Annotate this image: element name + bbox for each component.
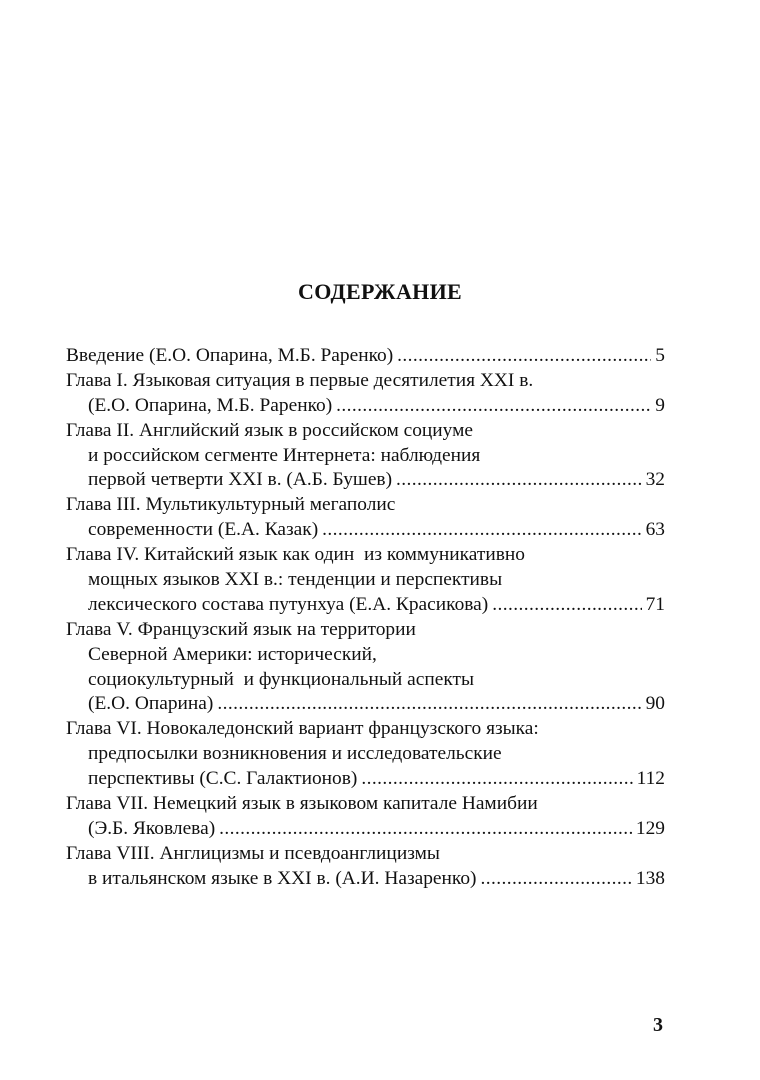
toc-page-number: 63 (645, 519, 665, 541)
page-title: СОДЕРЖАНИЕ (298, 279, 462, 304)
toc-entry-line (66, 643, 665, 668)
dot-leader (492, 593, 641, 618)
toc-entry-line (66, 767, 665, 792)
toc-entry-text: современности (Е.А. Казак) (88, 519, 319, 541)
toc-entry (66, 842, 665, 892)
toc-entry-text: Глава I. Языковая ситуация в первые десятилетия XXI в. (66, 369, 534, 391)
toc-entry-text: в итальянском языке в XXI в. (А.И. Назаренко) (88, 867, 477, 889)
toc-page-number: 32 (645, 469, 665, 491)
toc-entry-line (66, 717, 665, 742)
toc-entry (66, 344, 665, 369)
toc-page-number: 138 (635, 867, 665, 889)
toc-entry-text: Введение (Е.О. Опарина, М.Б. Раренко) (66, 345, 394, 366)
toc-entry-line (66, 518, 665, 543)
toc-page-number: 9 (655, 394, 665, 416)
toc-entry (66, 792, 665, 842)
toc-entry-line (66, 668, 665, 693)
toc-entry-line (66, 792, 665, 817)
toc-entry (66, 543, 665, 618)
toc-entry-text: Глава VI. Новокаледонский вариант французского языка: (66, 718, 539, 740)
toc-entry-line (66, 493, 665, 518)
dot-leader (397, 344, 651, 369)
dot-leader (217, 692, 641, 717)
toc-entry-text: первой четверти XXI в. (А.Б. Бушев) (88, 469, 393, 491)
toc-entry (66, 618, 665, 718)
toc-entry-line (66, 568, 665, 593)
dot-leader (361, 767, 632, 792)
dot-leader (396, 468, 642, 493)
toc-entry-line (66, 593, 665, 618)
toc-entry-line (66, 419, 665, 444)
toc-page-number: 5 (655, 345, 665, 366)
toc-entry-line (66, 394, 665, 419)
toc-entry-text: Глава V. Французский язык на территории (66, 618, 416, 640)
toc-entry-line (66, 369, 665, 394)
dot-leader (219, 817, 632, 842)
toc-entry-line (66, 742, 665, 767)
toc-entry-line (66, 692, 665, 717)
dot-leader (336, 394, 651, 419)
toc-entry-text: (Э.Б. Яковлева) (88, 817, 216, 839)
toc-entry-line (66, 618, 665, 643)
toc-page-number: 129 (635, 817, 665, 839)
toc-page-number: 90 (645, 693, 665, 715)
toc-entry-line (66, 817, 665, 842)
toc-entry-text: лексического состава путунхуа (Е.А. Красикова) (88, 593, 489, 615)
toc-entry-text: мощных языков XXI в.: тенденции и перспективы (88, 569, 503, 591)
toc-entry-text: Глава III. Мультикультурный мегаполис (66, 494, 396, 516)
toc-entry-line (66, 842, 665, 867)
toc-entry-text: Глава IV. Китайский язык как один из коммуникативно (66, 544, 525, 566)
toc-entry (66, 717, 665, 792)
toc-entry-line (66, 543, 665, 568)
toc-entry-text: (Е.О. Опарина) (88, 693, 214, 715)
dot-leader (322, 518, 641, 543)
toc-entry-text: Глава II. Английский язык в российском социуме (66, 419, 473, 441)
toc-entry-text: Глава VII. Немецкий язык в языковом капитале Намибии (66, 793, 538, 815)
toc-entry-text: Глава VIII. Англицизмы и псевдоанглицизмы (66, 842, 440, 864)
toc-entry-line (66, 867, 665, 892)
table-of-contents (66, 344, 665, 892)
toc-entry-text: перспективы (С.С. Галактионов) (88, 768, 358, 790)
toc-entry-line (66, 444, 665, 469)
toc-entry (66, 419, 665, 494)
dot-leader (480, 867, 631, 892)
toc-entry-line (66, 344, 665, 369)
toc-entry-text: и российском сегменте Интернета: наблюдения (88, 444, 481, 466)
toc-entry-text: (Е.О. Опарина, М.Б. Раренко) (88, 394, 333, 416)
toc-entry-line (66, 468, 665, 493)
toc-page-number: 112 (636, 768, 665, 790)
toc-entry (66, 493, 665, 543)
page-number: 3 (653, 1014, 663, 1036)
toc-entry (66, 369, 665, 419)
toc-entry-text: социокультурный и функциональный аспекты (88, 668, 475, 690)
toc-entry-text: Северной Америки: исторический, (88, 643, 377, 665)
toc-page-number: 71 (645, 593, 665, 615)
toc-entry-text: предпосылки возникновения и исследовательские (88, 743, 502, 765)
